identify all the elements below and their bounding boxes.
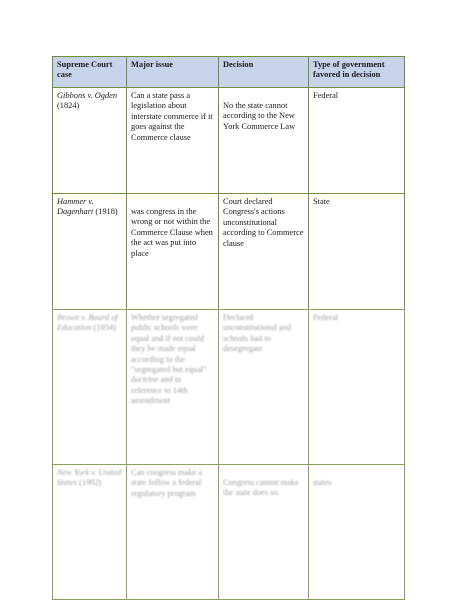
issue-cell — [127, 194, 219, 310]
case-cell — [53, 310, 127, 465]
government-cell — [309, 465, 405, 600]
table-row — [53, 194, 405, 310]
government-cell: Federal — [309, 310, 405, 465]
case-year: (1992) — [79, 478, 102, 488]
case-year: (1918) — [95, 207, 118, 217]
table-row — [53, 88, 405, 194]
decision-cell — [219, 88, 309, 194]
case-cell — [53, 88, 127, 194]
government-cell: State — [309, 194, 405, 310]
header-decision: Decision — [219, 57, 309, 88]
issue-cell: Can congress make a state follow a federal regulatory program — [127, 465, 219, 600]
case-year: (1954) — [93, 323, 116, 333]
header-government: Type of government favored in decision — [309, 57, 405, 88]
case-cell — [53, 194, 127, 310]
issue-cell: Can a state pass a legislation about interstate commerce if it goes against the Commerce clause — [127, 88, 219, 194]
case-name: Brown v. Board of Education — [57, 313, 118, 333]
government-text: states — [313, 478, 332, 487]
issue-cell: Whether segregated public schools were equal and if not could they be made equal according to the "segregated but equal" doctrine and in reference to 14th amendment — [127, 310, 219, 465]
header-issue: Major issue — [127, 57, 219, 88]
decision-cell: Court declared Congress's actions unconstitutional according to Commerce clause — [219, 194, 309, 310]
supreme-court-table — [52, 56, 405, 600]
issue-text: was congress in the wrong or not within the Commerce Clause when the act was put into place — [131, 207, 213, 258]
table-row — [53, 465, 405, 600]
decision-cell — [219, 465, 309, 600]
header-case: Supreme Court case — [53, 57, 127, 88]
decision-text: Congress cannot make the state does so. — [223, 478, 299, 498]
case-year: (1824) — [57, 101, 80, 111]
case-cell — [53, 465, 127, 600]
table-header-row — [53, 57, 405, 88]
government-cell: Federal — [309, 88, 405, 194]
case-name: Hammer v. Dagenhart — [57, 197, 94, 217]
case-name: Gibbons v. Ogden — [57, 91, 118, 100]
decision-text: No the state cannot according to the New York Commerce Law — [223, 101, 296, 131]
decision-cell: Declared unconstitutional and schools had to desegregate — [219, 310, 309, 465]
case-name: New York v. United States — [57, 468, 122, 488]
table-row — [53, 310, 405, 465]
